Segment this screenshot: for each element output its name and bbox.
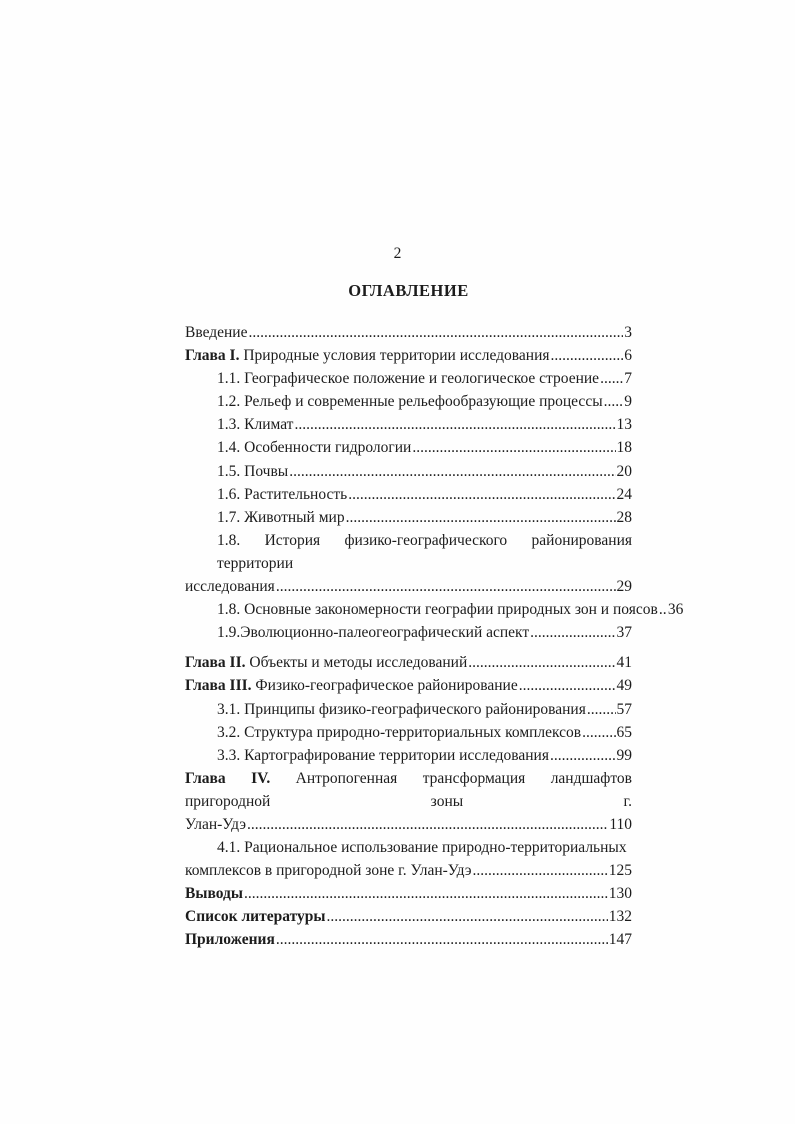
toc-entry [185, 928, 632, 951]
toc-entry-bold-label: Глава III. [185, 677, 252, 695]
page-number: 9 [624, 393, 632, 411]
dot-leader [276, 575, 616, 598]
page-number: 7 [624, 370, 632, 388]
toc-entry [185, 651, 632, 674]
toc-entry-bold-label: Глава I. [185, 347, 240, 365]
page-number: 132 [608, 908, 632, 926]
toc-entry-text [185, 928, 275, 951]
toc-entry [185, 390, 632, 413]
toc-entry [185, 529, 632, 598]
toc-entry-text: 1.9.Эволюционно-палеогеографический аспект [217, 624, 530, 642]
toc-entry-text: Глава IV. Антропогенная трансформация ландшафтов пригородной зоны г. [185, 769, 632, 810]
toc-line [185, 483, 632, 506]
toc-line [185, 575, 632, 598]
dot-leader [604, 390, 624, 413]
toc-entry [185, 721, 632, 744]
dot-leader [659, 598, 667, 621]
toc-entry [185, 744, 632, 767]
dot-leader [244, 882, 608, 905]
page-number: 20 [616, 462, 632, 480]
toc-entry [185, 367, 632, 390]
toc-line [185, 698, 632, 721]
page-number: 41 [616, 654, 632, 672]
toc-entry [185, 413, 632, 436]
dot-leader [248, 321, 623, 344]
toc-entry [185, 882, 632, 905]
toc-line [185, 882, 632, 905]
page-number-top: 2 [393, 245, 402, 262]
toc-entry-text: 3.3. Картографирование территории исследования [217, 746, 549, 764]
page-number: 125 [608, 862, 632, 880]
toc-title: ОГЛАВЛЕНИЕ [348, 281, 469, 300]
toc-line [185, 767, 632, 813]
toc-entry-text: комплексов в пригородной зоне г. Улан-Удэ [185, 862, 472, 880]
table-of-contents [185, 321, 684, 952]
toc-line [185, 813, 632, 836]
page-number: 65 [616, 723, 632, 741]
toc-line [185, 721, 632, 744]
toc-line [185, 905, 632, 928]
toc-line [185, 390, 632, 413]
toc-line [185, 621, 632, 644]
page-number: 13 [616, 416, 632, 434]
toc-entry [185, 460, 632, 483]
toc-entry-text: 1.3. Климат [217, 416, 294, 434]
dot-leader [348, 483, 615, 506]
toc-entry [185, 344, 632, 367]
toc-line [185, 744, 632, 767]
page-number: 110 [609, 815, 632, 833]
toc-entry-text: 3.2. Структура природно-территориальных комплексов [217, 723, 582, 741]
toc-line [185, 836, 632, 859]
dot-leader [587, 698, 616, 721]
toc-entry-text [185, 905, 325, 928]
toc-entry-text: Глава III. Физико-географическое районирование [185, 677, 518, 695]
toc-line [185, 460, 632, 483]
toc-entry [185, 436, 632, 459]
toc-entry [185, 836, 632, 882]
toc-entry-text: 1.2. Рельеф и современные рельефообразующие процессы [217, 393, 603, 411]
dot-leader [551, 344, 624, 367]
toc-line [185, 436, 632, 459]
toc-line [185, 529, 632, 575]
dot-leader [289, 460, 615, 483]
toc-entry-text: Глава II. Объекты и методы исследований [185, 654, 468, 672]
toc-entry-text: 1.8. История физико-географического районирования территории [217, 531, 632, 572]
page-number: 130 [608, 885, 632, 903]
toc-entry-bold-label: Глава IV. [185, 769, 271, 787]
toc-line [185, 344, 632, 367]
toc-entry [185, 598, 684, 621]
page-number: 3 [624, 324, 632, 341]
toc-entry [185, 905, 632, 928]
toc-entry-text: 3.1. Принципы физико-географического районирования [217, 700, 586, 718]
toc-line [185, 506, 632, 529]
page-number: 57 [616, 700, 632, 718]
toc-entry-text: 1.4. Особенности гидрологии [217, 439, 412, 457]
toc-line [185, 367, 632, 390]
toc-entry [185, 698, 632, 721]
dot-leader [412, 436, 615, 459]
page-number: 99 [616, 746, 632, 764]
page-number: 29 [616, 578, 632, 596]
dot-leader [346, 506, 616, 529]
dot-leader [473, 859, 608, 882]
dot-leader [519, 674, 616, 697]
toc-line [185, 674, 632, 697]
toc-line [185, 413, 632, 436]
toc-entry-text: Введение [185, 324, 248, 341]
page-number: 18 [616, 439, 632, 457]
page-number: 6 [624, 347, 632, 365]
toc-entry [185, 483, 632, 506]
toc-entry [185, 321, 632, 344]
toc-line [185, 598, 684, 621]
page-number: 28 [616, 508, 632, 526]
toc-entry-text: 4.1. Рациональное использование природно-территориальных [217, 839, 627, 857]
page-number: 24 [616, 485, 632, 503]
toc-entry-bold-label: Список литературы [185, 908, 326, 926]
toc-entry-text [185, 882, 243, 905]
toc-entry [185, 506, 632, 529]
dot-leader [582, 721, 615, 744]
toc-line [185, 321, 632, 344]
toc-entry [185, 674, 632, 697]
dot-leader [600, 367, 623, 390]
toc-line [185, 651, 632, 674]
dot-leader [530, 621, 615, 644]
page-number: 49 [616, 677, 632, 695]
toc-entry-text: исследования [185, 578, 275, 596]
toc-entry-bold-label: Приложения [185, 931, 275, 949]
dot-leader [247, 813, 608, 836]
toc-entry-text: 1.7. Животный мир [217, 508, 345, 526]
toc-entry-text: 1.5. Почвы [217, 462, 289, 480]
dot-leader [326, 905, 607, 928]
page-number: 147 [608, 931, 632, 949]
toc-entry [185, 767, 632, 836]
toc-entry-text: 1.6. Растительность [217, 485, 348, 503]
toc-entry-text: Улан-Удэ [185, 815, 247, 833]
toc-line [185, 928, 632, 951]
dot-leader [294, 413, 615, 436]
toc-entry [185, 621, 632, 644]
dot-leader [468, 651, 615, 674]
toc-entry-bold-label: Глава II. [185, 654, 246, 672]
toc-entry-text: 1.8. Основные закономерности географии природных зон и поясов [217, 601, 658, 619]
toc-entry-text: Глава I. Природные условия территории исследования [185, 347, 550, 365]
page-number: 37 [616, 624, 632, 642]
dot-leader [276, 928, 608, 951]
toc-entry-bold-label: Выводы [185, 885, 243, 903]
toc-line [185, 859, 632, 882]
page-number: 36 [667, 601, 684, 619]
toc-entry-text: 1.1. Географическое положение и геологическое строение [217, 370, 600, 388]
dot-leader [550, 744, 616, 767]
